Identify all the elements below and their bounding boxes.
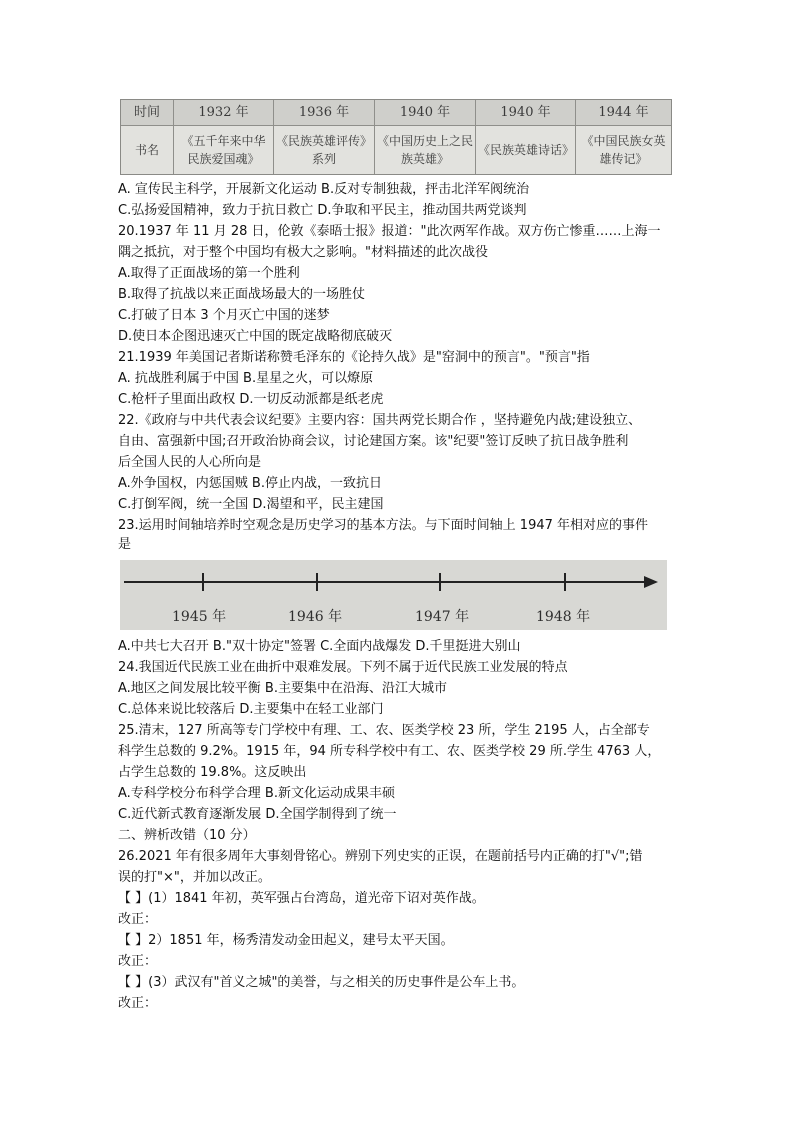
table-header-cell: 1940 年 xyxy=(476,100,576,126)
question-line: 【 】2）1851 年，杨秀清发动金田起义，建号太平天国。 xyxy=(118,933,454,948)
question-line: 23.运用时间轴培养时空观念是历史学习的基本方法。与下面时间轴上 1947 年相对应的事件 xyxy=(118,518,649,533)
question-line: 占学生总数的 19.8%。这反映出 xyxy=(118,765,307,780)
question-line: 21.1939 年美国记者斯诺称赞毛泽东的《论持久战》是"窑洞中的预言"。"预言"指 xyxy=(118,350,590,365)
table-cell: 《民族英雄评传》系列 xyxy=(274,126,375,174)
question-line: A.专科学校分布科学合理 B.新文化运动成果丰硕 xyxy=(118,786,395,801)
question-line: A. 抗战胜利属于中国 B.星星之火，可以燎原 xyxy=(118,371,374,386)
correction-line: 改正： xyxy=(118,954,158,969)
question-line: C.打倒军阀，统一全国 D.渴望和平，民主建国 xyxy=(118,497,384,512)
question-line: 26.2021 年有很多周年大事刻骨铭心。辨别下列史实的正误，在题前括号内正确的打"√";错 xyxy=(118,849,643,864)
table-header-cell: 1940 年 xyxy=(375,100,476,126)
correction-line: 改正： xyxy=(118,996,158,1011)
question-line: A.中共七大召开 B."双十协定"签署 C.全面内战爆发 D.千里挺进大别山 xyxy=(118,639,521,654)
question-line: C.打破了日本 3 个月灭亡中国的迷梦 xyxy=(118,308,330,323)
question-line: 科学生总数的 9.2%。1915 年，94 所专科学校中有工、农、医类学校 29 所.学生 4763 人， xyxy=(118,744,661,759)
question-line: A.外争国权，内惩国贼 B.停止内战，一致抗日 xyxy=(118,476,382,491)
table-row-label: 书名 xyxy=(121,126,174,174)
correction-line: 改正： xyxy=(118,912,158,927)
table-cell: 《五千年来中华民族爱国魂》 xyxy=(174,126,274,174)
question-line: A. 宣传民主科学，开展新文化运动 B.反对专制独裁，抨击北洋军阀统治 xyxy=(118,182,530,197)
table-header-cell: 1936 年 xyxy=(274,100,375,126)
question-line: 22.《政府与中共代表会议纪要》主要内容：国共两党长期合作 ，坚持避免内战;建设独立、 xyxy=(118,413,642,428)
timeline-label: 1945 年 xyxy=(172,609,227,625)
question-line: A.取得了正面战场的第一个胜利 xyxy=(118,266,300,281)
question-line: 【 】(3）武汉有"首义之城"的美誉，与之相关的历史事件是公车上书。 xyxy=(118,975,525,990)
question-line: 24.我国近代民族工业在曲折中艰难发展。下列不属于近代民族工业发展的特点 xyxy=(118,660,568,675)
question-line: D.使日本企图迅速灭亡中国的既定战略彻底破灭 xyxy=(118,329,393,344)
timeline-label: 1947 年 xyxy=(415,609,470,625)
timeline-label: 1946 年 xyxy=(288,609,343,625)
question-line: 隅之抵抗，对于整个中国均有极大之影响。"材料描述的此次战役 xyxy=(118,245,488,260)
question-line: 误的打"×"，并加以改正。 xyxy=(118,870,271,885)
table-header-cell: 1932 年 xyxy=(174,100,274,126)
question-line: A.地区之间发展比较平衡 B.主要集中在沿海、沿江大城市 xyxy=(118,681,447,696)
table-header-cell: 1944 年 xyxy=(576,100,671,126)
timeline-label: 1948 年 xyxy=(536,609,591,625)
question-line: C.弘扬爱国精神，致力于抗日救亡 D.争取和平民主，推动国共两党谈判 xyxy=(118,203,527,218)
table-cell: 《中国民族女英雄传记》 xyxy=(576,126,671,174)
book-table xyxy=(120,99,672,175)
arrow-icon xyxy=(644,576,658,588)
question-line: C.近代新式教育逐渐发展 D.全国学制得到了统一 xyxy=(118,807,397,822)
question-line: 【 】(1）1841 年初，英军强占台湾岛，道光帝下诏对英作战。 xyxy=(118,891,485,906)
question-line: 20.1937 年 11 月 28 日，伦敦《泰晤士报》报道："此次两军作战。双方伤亡惨重……上海一 xyxy=(118,224,661,239)
section-heading: 二、辨析改错（10 分） xyxy=(118,828,256,843)
question-line: 是 xyxy=(118,537,132,552)
question-line: C.总体来说比较落后 D.主要集中在轻工业部门 xyxy=(118,702,384,717)
table-cell: 《中国历史上之民族英雄》 xyxy=(375,126,476,174)
question-line: 后全国人民的人心所向是 xyxy=(118,455,262,470)
table-header-cell: 时间 xyxy=(121,100,174,126)
question-line: B.取得了抗战以来正面战场最大的一场胜仗 xyxy=(118,287,366,302)
timeline-figure xyxy=(120,560,667,630)
question-line: 自由、富强新中国;召开政治协商会议，讨论建国方案。该"纪要"签订反映了抗日战争胜利 xyxy=(118,434,629,449)
table-cell: 《民族英雄诗话》 xyxy=(476,126,576,174)
question-line: 25.清末，127 所高等专门学校中有理、工、农、医类学校 23 所，学生 2195 人，占全部专 xyxy=(118,723,650,738)
question-line: C.枪杆子里面出政权 D.一切反动派都是纸老虎 xyxy=(118,392,384,407)
